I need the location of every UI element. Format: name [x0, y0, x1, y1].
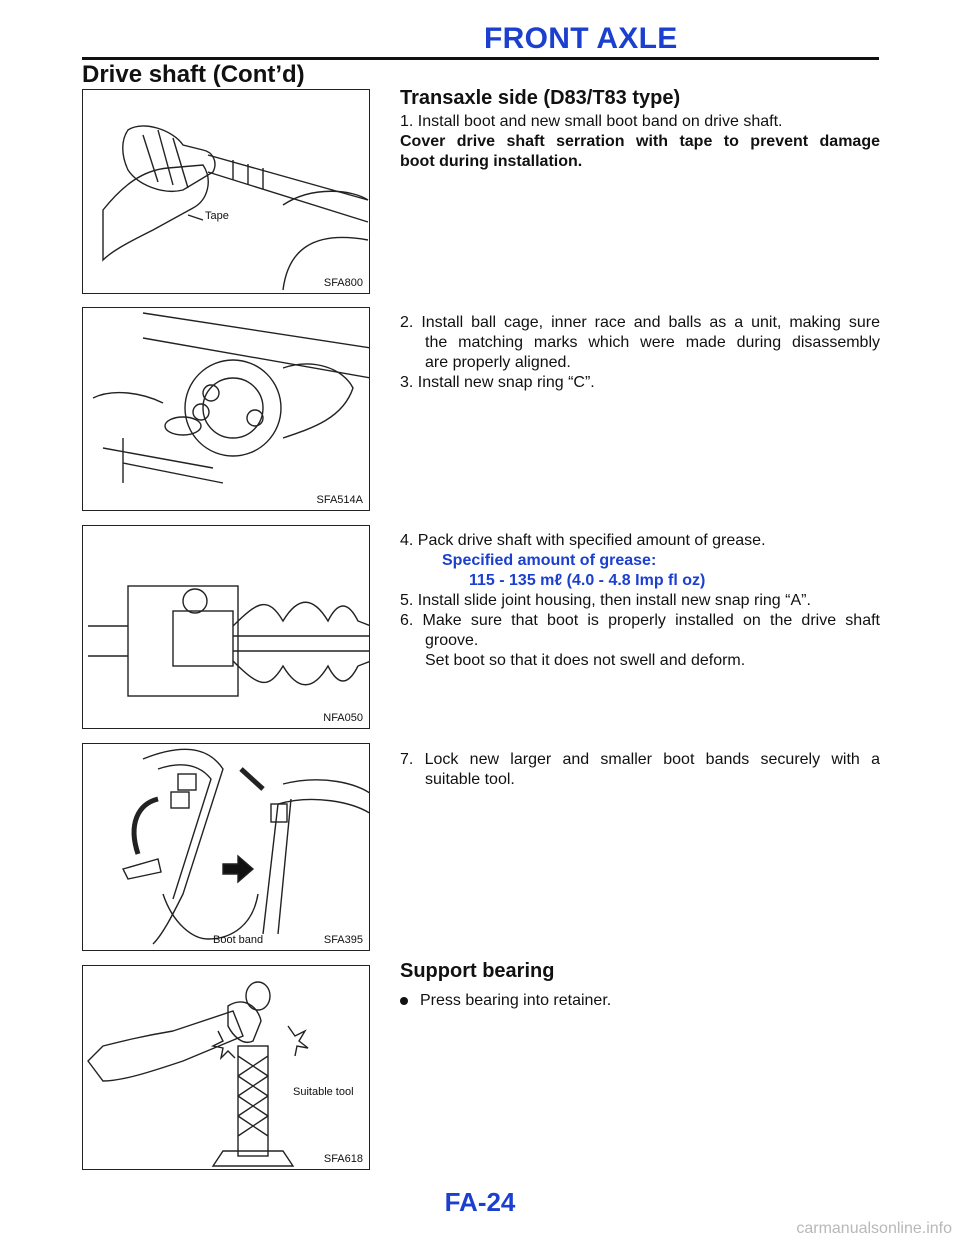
step-6-line-2: groove. — [425, 632, 479, 649]
heading-support-bearing: Support bearing — [400, 960, 555, 982]
figure-sfa618 — [82, 965, 370, 1170]
step-4: 4. Pack drive shaft with specified amount of grease. — [400, 532, 766, 549]
spec-label: Specified amount of grease: — [442, 552, 657, 569]
step-2-line-1: 2. Install ball cage, inner race and balls as a unit, making sure — [400, 314, 880, 331]
step-3: 3. Install new snap ring “C”. — [400, 374, 595, 391]
bullet-item — [400, 991, 880, 1011]
text-block-transaxle — [400, 88, 880, 172]
step-5: 5. Install slide joint housing, then install new snap ring “A”. — [400, 592, 811, 609]
step-7-line-1: 7. Lock new larger and smaller boot bands securely with a — [400, 751, 880, 768]
callout-boot-band: Boot band — [213, 934, 264, 946]
figure-sfa800 — [82, 89, 370, 294]
caution-line-1: Cover drive shaft serration with tape to prevent damage — [400, 133, 880, 150]
step-6-line-1: 6. Make sure that boot is properly installed on the drive shaft — [400, 612, 880, 629]
step-2-line-2: the matching marks which were made during disassembly — [425, 334, 880, 351]
figure-code: SFA514A — [316, 494, 363, 506]
text-block-ball-cage — [400, 313, 880, 393]
step-2-line-3: are properly aligned. — [425, 354, 571, 371]
header-rule — [82, 57, 879, 60]
spec-value: 115 - 135 mℓ (4.0 - 4.8 Imp fl oz) — [469, 572, 706, 589]
bullet-text: Press bearing into retainer. — [420, 992, 612, 1009]
step-6-line-3: Set boot so that it does not swell and deform. — [425, 652, 746, 669]
text-block-support-bearing — [400, 961, 880, 1011]
step-7-line-2: suitable tool. — [425, 771, 515, 788]
caution-line-2: boot during installation. — [400, 153, 583, 170]
figure-code: NFA050 — [323, 712, 363, 724]
boot-tape-illustration — [83, 90, 370, 294]
figure-sfa514a — [82, 307, 370, 511]
watermark: carmanualsonline.info — [796, 1220, 952, 1237]
ball-cage-illustration — [83, 308, 370, 511]
boot-band-illustration — [83, 744, 370, 951]
callout-suitable-tool: Suitable tool — [293, 1086, 354, 1098]
section-title: FRONT AXLE — [484, 22, 678, 55]
callout-tape: Tape — [205, 210, 229, 222]
page-title: Drive shaft (Cont’d) — [82, 61, 305, 88]
page-number: FA-24 — [444, 1187, 516, 1217]
text-block-boot-bands — [400, 750, 880, 790]
figure-code: SFA618 — [323, 1153, 363, 1165]
slide-joint-illustration — [83, 526, 370, 729]
bullet-icon — [400, 997, 408, 1005]
figure-sfa395 — [82, 743, 370, 951]
figure-code: SFA800 — [323, 277, 363, 289]
heading-transaxle: Transaxle side (D83/T83 type) — [400, 87, 681, 109]
text-block-grease — [400, 531, 880, 671]
figure-code: SFA395 — [323, 934, 363, 946]
step-1: 1. Install boot and new small boot band on drive shaft. — [400, 113, 783, 130]
figure-nfa050 — [82, 525, 370, 729]
press-bearing-illustration — [83, 966, 370, 1170]
